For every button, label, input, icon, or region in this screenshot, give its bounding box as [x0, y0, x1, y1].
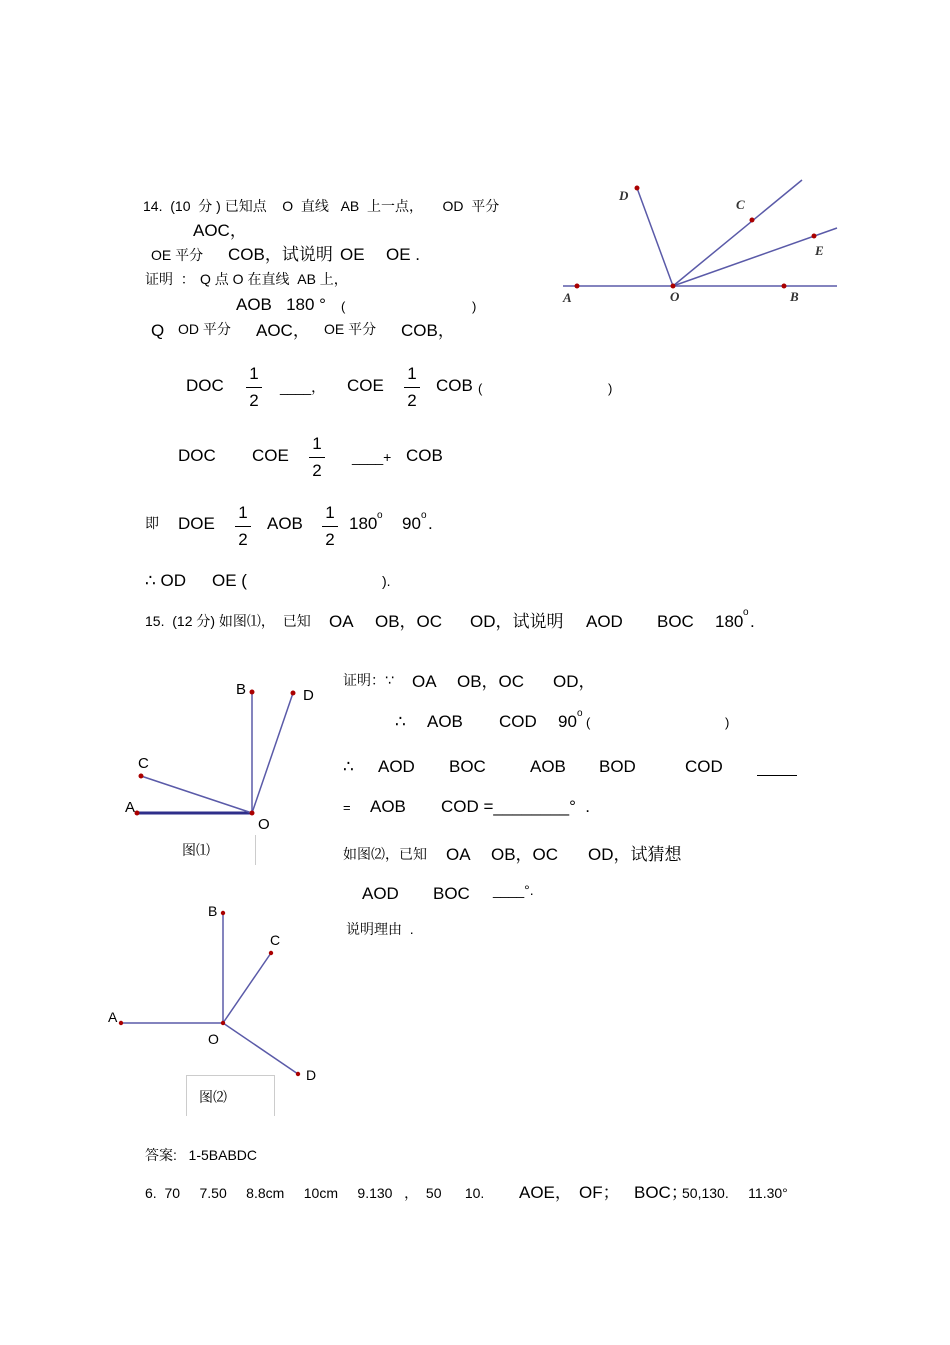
q15-part2f: BOC — [433, 884, 470, 903]
q15-line1g: 180 — [715, 612, 744, 631]
q14-line3b: Q 点 O 在直线 AB 上， — [200, 271, 348, 287]
degree-sign: o — [577, 708, 583, 719]
label-o: O — [208, 1031, 219, 1047]
degree-sign: o — [377, 510, 383, 521]
q15-proof2d: 90 — [558, 712, 577, 731]
q15-line1f: BOC — [657, 612, 694, 631]
q15-line1h: . — [750, 612, 755, 631]
answers-line2b: AOE， — [519, 1183, 572, 1202]
q15-proof2e: ( — [586, 715, 591, 730]
q14-line3a: 证明 ： — [145, 271, 195, 287]
q14-row2-cob: COB — [406, 446, 443, 465]
q14-row3-90: 90 — [402, 514, 421, 533]
q14-row3-doe: DOE — [178, 514, 215, 533]
degree-sign: o — [743, 607, 749, 618]
q15-proof4b: AOB — [370, 797, 406, 816]
q15-part2b: OA — [446, 845, 471, 864]
q14-row1-cob: COB — [436, 376, 473, 395]
fraction-half: 1 2 — [244, 363, 264, 412]
q15-proof2c: COD — [499, 712, 537, 731]
label-b: B — [236, 681, 247, 698]
answers-line2e: 50,130. 11.30° — [682, 1185, 788, 1201]
q15-proof1c: OB，OC — [457, 672, 525, 691]
q15-proof1a: 证明：∵ — [343, 672, 394, 688]
label-a: A — [108, 1009, 118, 1025]
answer-blank — [757, 775, 797, 776]
label-d: D — [619, 188, 629, 203]
fig2-caption: 图⑵ — [199, 1091, 227, 1106]
q14-line5c: AOC， — [256, 321, 310, 340]
q14-line5d: OE 平分 — [324, 321, 377, 337]
label-b: B — [208, 903, 218, 919]
q15-proof2a: ∴ — [395, 712, 406, 731]
q14-row4-od: ∴ OD — [145, 571, 187, 590]
q15-line1e: AOD — [586, 612, 623, 631]
q14-row4-close: ). — [382, 573, 391, 589]
label-e: E — [815, 243, 824, 258]
q15-part2d: OD，试猜想 — [588, 845, 682, 864]
q15-line1a: 15. (12 分) 如图⑴， 已知 — [145, 613, 311, 629]
q14-row2-coe: COE — [252, 446, 289, 465]
q14-line4b: ( — [341, 299, 346, 314]
q14-row1-paren-open: ( — [478, 381, 483, 396]
q14-line2b: COB，试说明 — [228, 245, 333, 264]
q15-proof3f: COD — [685, 757, 723, 776]
q15-part2g: ____°. — [493, 882, 534, 898]
q15-part2a: 如图⑵，已知 — [343, 846, 427, 862]
q14-row2-blank: ____+ — [352, 449, 392, 465]
answers-line1: 答案: 1-5BABDC — [145, 1147, 258, 1163]
q14-line5a: Q — [151, 321, 165, 340]
q14-line5e: COB， — [401, 321, 455, 340]
q14-row3-aob: AOB — [267, 514, 303, 533]
fraction-half: 1 2 — [320, 502, 340, 551]
q15-proof3a: ∴ — [343, 757, 354, 776]
answers-line2a: 6. 70 7.50 8.8cm 10cm 9.130 ， 50 10. — [145, 1185, 485, 1201]
q15-part2c: OB，OC — [491, 845, 559, 864]
q14-line2d: OE . — [386, 245, 421, 264]
q14-row1-doc: DOC — [186, 376, 224, 395]
q15-proof2f: ) — [725, 715, 730, 730]
fraction-half: 1 2 — [307, 433, 327, 482]
answers-line2d: BOC； — [634, 1183, 688, 1202]
fraction-half: 1 2 — [233, 502, 253, 551]
degree-sign: o — [421, 510, 427, 521]
q14-row3-180: 180 — [349, 514, 378, 533]
label-d: D — [306, 1067, 317, 1083]
q15-proof3d: AOB — [530, 757, 566, 776]
label-a: A — [563, 290, 572, 305]
q14-row2-doc: DOC — [178, 446, 216, 465]
q15-proof4c: COD =________° . — [441, 797, 591, 816]
q15-line1d: OD，试说明 — [470, 612, 564, 631]
label-c: C — [138, 755, 149, 772]
q15-proof2b: AOB — [427, 712, 463, 731]
label-c: C — [270, 932, 281, 948]
q15-figure2 — [105, 900, 325, 1085]
q14-row3-ji: 即 — [145, 515, 159, 531]
q15-line1c: OB，OC — [375, 612, 443, 631]
q15-proof1b: OA — [412, 672, 437, 691]
label-o: O — [258, 816, 270, 833]
divider — [255, 835, 256, 865]
q14-line1b: AOC， — [193, 221, 247, 240]
q14-line4c: ) — [472, 299, 477, 314]
label-d: D — [303, 687, 314, 704]
q15-part2e: AOD — [362, 884, 399, 903]
q14-row1-coe: COE — [347, 376, 384, 395]
q15-part2h: 说明理由 . — [346, 921, 414, 937]
q15-proof3c: BOC — [449, 757, 486, 776]
q14-row3-period: . — [428, 514, 433, 533]
q15-proof1d: OD， — [553, 672, 596, 691]
q15-proof3e: BOD — [599, 757, 636, 776]
q14-line4a: AOB 180 ° — [236, 295, 326, 314]
q15-line1b: OA — [329, 612, 354, 631]
q15-proof4a: = — [343, 800, 351, 815]
q14-line5b: OD 平分 — [178, 321, 231, 337]
label-o: O — [670, 289, 680, 304]
label-b: B — [790, 289, 799, 304]
q14-line2a: OE 平分 — [151, 247, 204, 263]
label-a: A — [125, 799, 136, 816]
q14-row1-blank: ____， — [280, 379, 326, 395]
fraction-half: 1 2 — [402, 363, 422, 412]
q14-line2c: OE — [340, 245, 365, 264]
answers-line2c: OF； — [579, 1183, 620, 1202]
fig1-caption: 图⑴ — [182, 844, 210, 859]
q14-row4-oe: OE ( — [212, 571, 247, 590]
q15-figure1 — [120, 675, 330, 835]
q15-proof3b: AOD — [378, 757, 415, 776]
q14-row1-paren-close: ) — [608, 381, 613, 396]
label-c: C — [736, 197, 745, 212]
q14-line1: 14. (10 分 ) 已知点 O 直线 AB 上一点， OD 平分 — [143, 198, 500, 214]
q14-figure — [560, 170, 850, 310]
